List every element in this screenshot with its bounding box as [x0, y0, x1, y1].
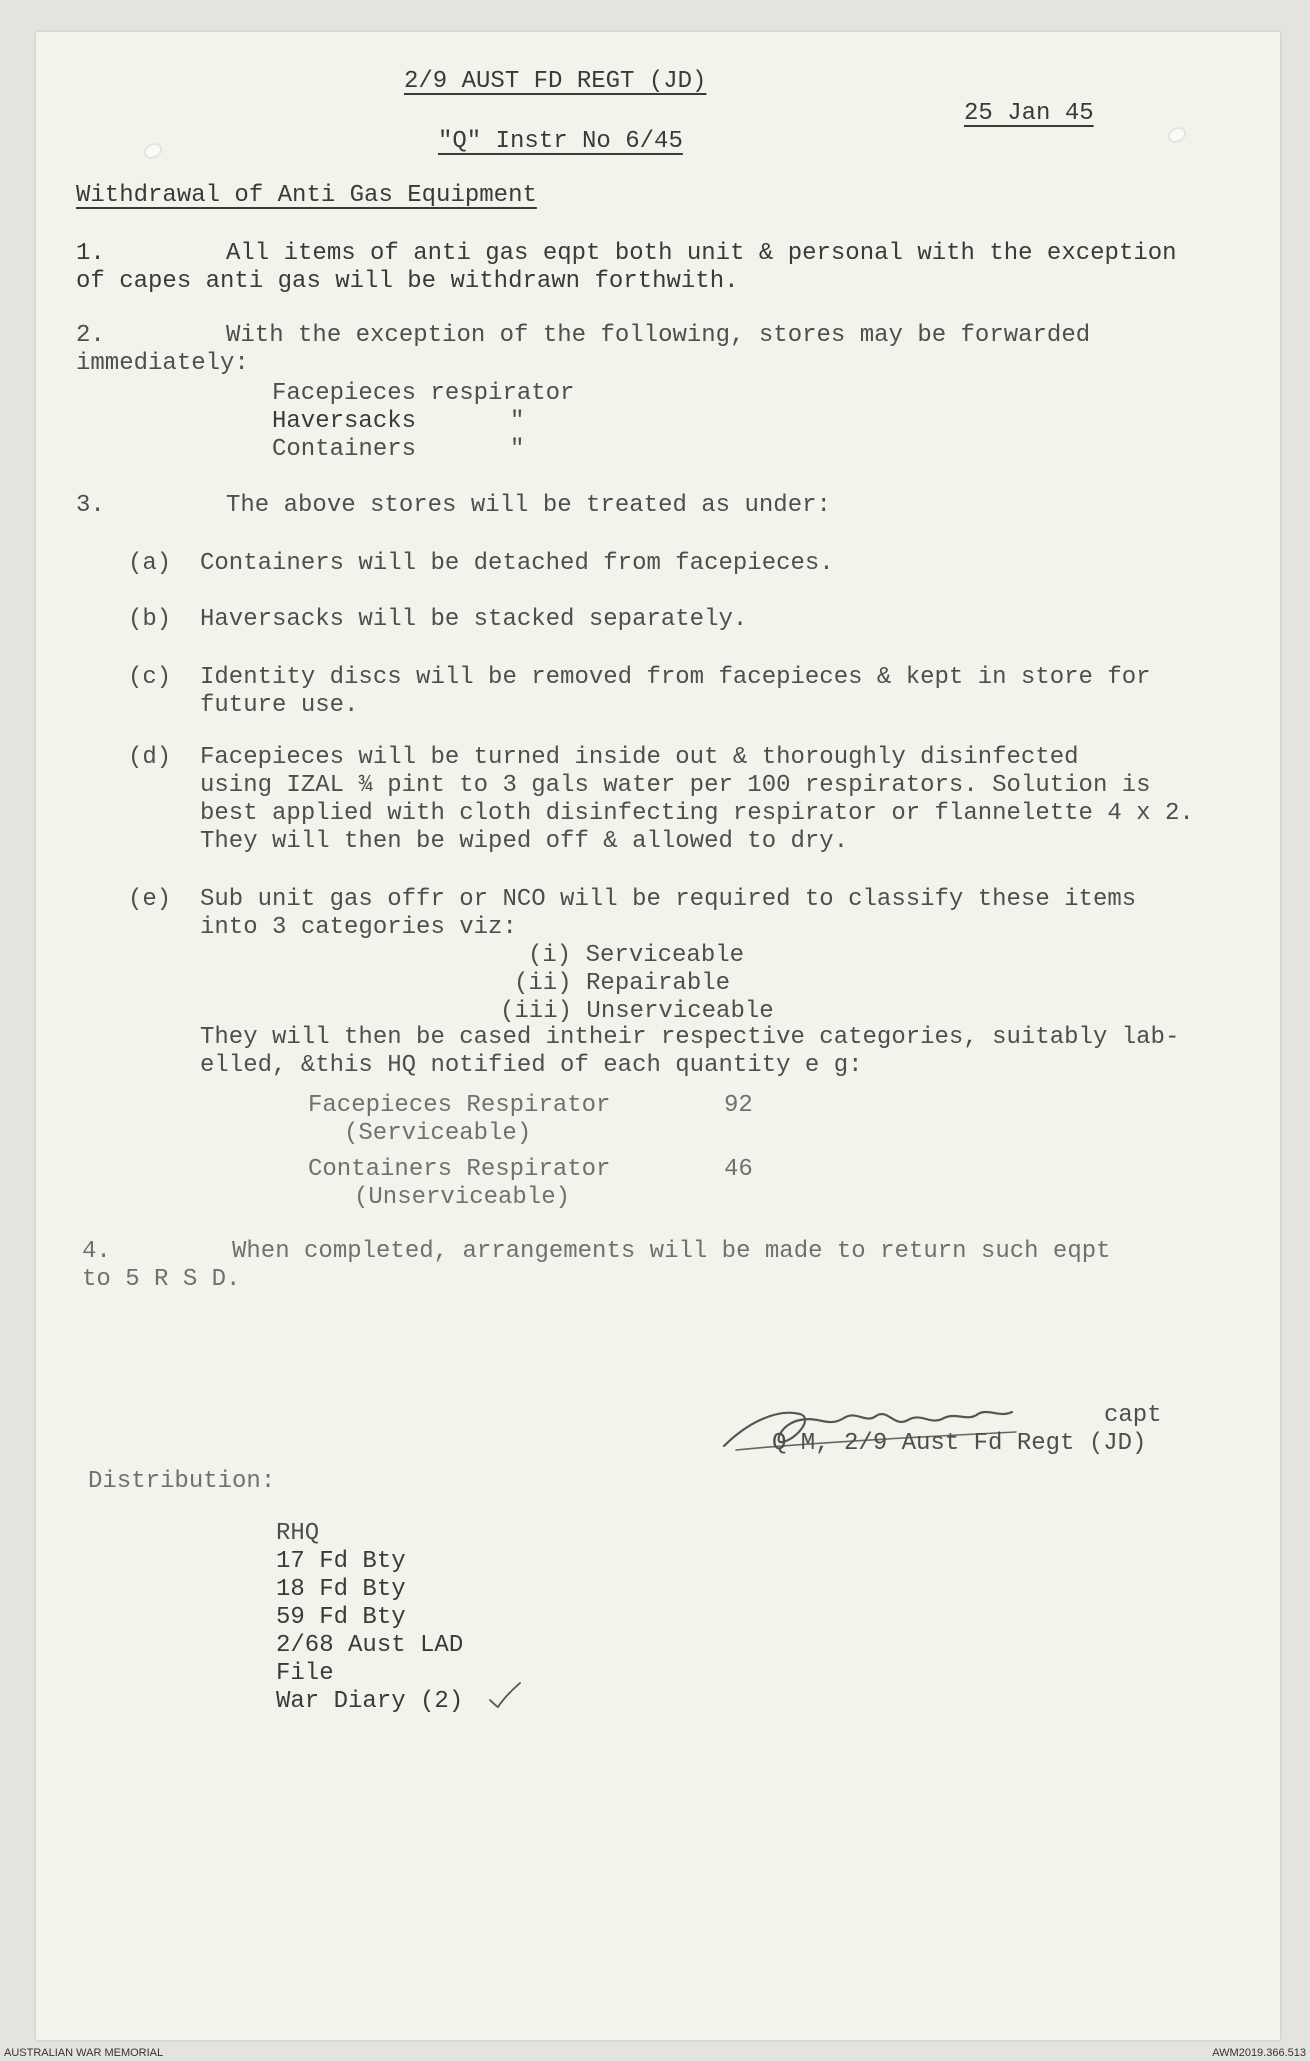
example-2-item: Containers Respirator — [308, 1156, 611, 1183]
para3c-line2: future use. — [200, 692, 359, 719]
para3d-line4: They will then be wiped off & allowed to dry. — [200, 828, 849, 855]
para3-number: 3. — [76, 492, 105, 519]
example-1-sub: (Serviceable) — [344, 1120, 532, 1147]
check-mark-icon — [488, 1680, 522, 1710]
para2-line1: With the exception of the following, stores may be forwarded — [226, 322, 1091, 349]
para3e-line1: Sub unit gas offr or NCO will be required to classify these items — [200, 886, 1137, 913]
para3-intro: The above stores will be treated as under: — [226, 492, 831, 519]
para1-line2: of capes anti gas will be withdrawn forthwith. — [76, 268, 739, 295]
distribution-item: 59 Fd Bty — [276, 1604, 406, 1631]
distribution-item: 17 Fd Bty — [276, 1548, 406, 1575]
para4-line1: When completed, arrangements will be made to return such eqpt — [232, 1238, 1111, 1265]
subject-heading: Withdrawal of Anti Gas Equipment — [76, 182, 537, 209]
instruction-number: "Q" Instr No 6/45 — [438, 128, 683, 155]
para2-item-1: Facepieces respirator — [272, 380, 575, 407]
signatory-rank: capt — [1104, 1402, 1162, 1429]
para1-number: 1. — [76, 240, 105, 267]
distribution-item: 2/68 Aust LAD — [276, 1632, 464, 1659]
example-2-qty: 46 — [724, 1156, 753, 1183]
ditto-mark: " — [510, 436, 525, 463]
para3d-label: (d) — [128, 744, 172, 771]
para3c-label: (c) — [128, 664, 172, 691]
distribution-item: War Diary (2) — [276, 1688, 464, 1715]
para3d-line1: Facepieces will be turned inside out & thoroughly disinfected — [200, 744, 1079, 771]
distribution-item: 18 Fd Bty — [276, 1576, 406, 1603]
example-1-item: Facepieces Respirator — [308, 1092, 611, 1119]
para3a-label: (a) — [128, 550, 172, 577]
para4-number: 4. — [82, 1238, 111, 1265]
para4-line2: to 5 R S D. — [82, 1266, 241, 1293]
example-2-sub: (Unserviceable) — [354, 1184, 571, 1211]
para3d-line3: best applied with cloth disinfecting respirator or flannelette 4 x 2. — [200, 800, 1194, 827]
ditto-mark: " — [510, 408, 525, 435]
document-date: 25 Jan 45 — [964, 100, 1094, 127]
unit-title: 2/9 AUST FD REGT (JD) — [404, 68, 707, 95]
document-page — [36, 32, 1280, 2040]
category-3: (iii) Unserviceable — [500, 998, 774, 1025]
signatory-appointment: Q M, 2/9 Aust Fd Regt (JD) — [772, 1430, 1147, 1457]
para2-item-2: Haversacks — [272, 408, 417, 435]
category-1: (i) Serviceable — [528, 942, 745, 969]
para2-line2: immediately: — [76, 350, 249, 377]
distribution-item: File — [276, 1660, 334, 1687]
para3b-label: (b) — [128, 606, 172, 633]
para3e-label: (e) — [128, 886, 172, 913]
para2-number: 2. — [76, 322, 105, 349]
para3a-text: Containers will be detached from facepieces. — [200, 550, 834, 577]
para3d-line2: using IZAL ¾ pint to 3 gals water per 100 respirators. Solution is — [200, 772, 1151, 799]
archive-credit: AUSTRALIAN WAR MEMORIAL — [4, 2047, 164, 2059]
para3e-line4: elled, &this HQ notified of each quantity e g: — [200, 1052, 863, 1079]
para3c-line1: Identity discs will be removed from facepieces & kept in store for — [200, 664, 1151, 691]
distribution-label: Distribution: — [88, 1468, 276, 1495]
distribution-item: RHQ — [276, 1520, 320, 1547]
category-2: (ii) Repairable — [514, 970, 731, 997]
para2-item-3: Containers — [272, 436, 417, 463]
para3e-line3: They will then be cased intheir respective categories, suitably lab- — [200, 1024, 1180, 1051]
archive-reference: AWM2019.366.513 — [1212, 2047, 1306, 2059]
punch-hole — [1166, 124, 1189, 145]
para3e-line2: into 3 categories viz: — [200, 914, 517, 941]
punch-hole — [142, 140, 165, 161]
para1-line1: All items of anti gas eqpt both unit & personal with the exception — [226, 240, 1177, 267]
example-1-qty: 92 — [724, 1092, 753, 1119]
para3b-text: Haversacks will be stacked separately. — [200, 606, 748, 633]
